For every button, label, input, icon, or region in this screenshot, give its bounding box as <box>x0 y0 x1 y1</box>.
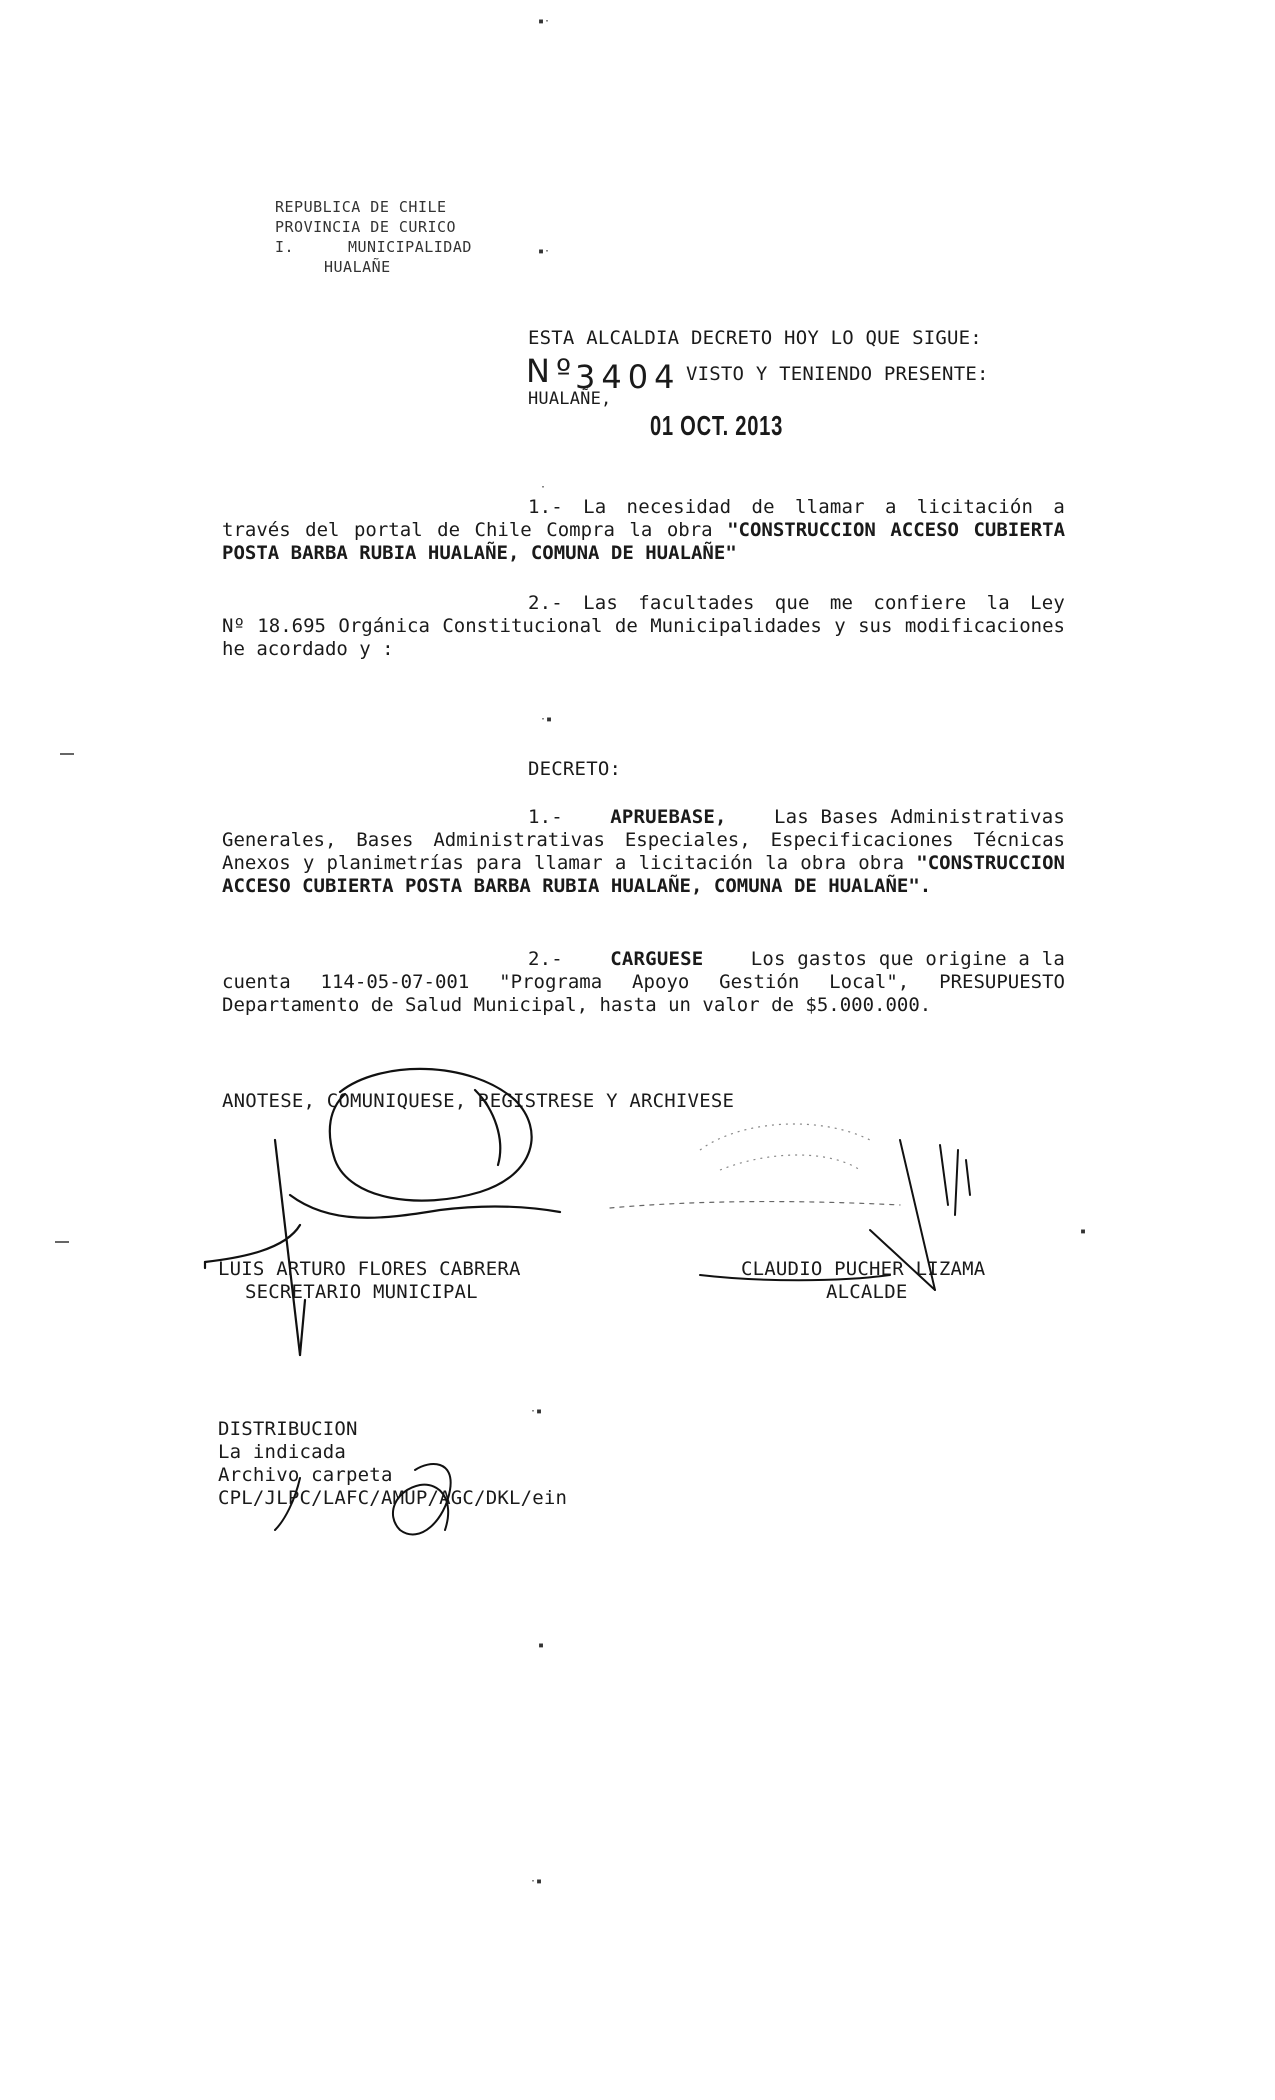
consideration-1-project: "CONSTRUCCION ACCESO CUBIERTA POSTA BARBA RUBIA HUALAÑE, COMUNA DE HUALAÑE" <box>222 519 1066 564</box>
header-province: PROVINCIA DE CURICO <box>275 218 457 236</box>
article-1-number: 1.- <box>528 806 563 828</box>
decreto-label: DECRETO: <box>528 758 622 780</box>
mayor-title: ALCALDE <box>826 1281 908 1303</box>
consideration-2-body: Nº 18.695 Orgánica Constitucional de Municipalidades y sus modificaciones he acordado y : <box>222 615 1065 660</box>
scan-speck: ·▪ <box>540 714 553 725</box>
secretary-name: LUIS ARTURO FLORES CABRERA <box>218 1258 521 1280</box>
consideration-2-first-line: 2.- Las facultades que me confiere la Ley <box>528 592 1065 614</box>
place-line: HUALAÑE, <box>528 389 612 409</box>
article-2-first-line-rest: Los gastos que origine a la <box>750 948 1065 970</box>
header-republic: REPUBLICA DE CHILE <box>275 198 447 216</box>
article-1-text: Generales, Bases Administrativas Especiales, Especificaciones Técnicas Anexos y planimetrías para llamar a licitación la obra obra <box>222 829 1065 874</box>
scan-speck: ▪ <box>538 1640 545 1651</box>
scan-speck: ▪ <box>1080 1226 1087 1237</box>
article-1-keyword: APRUEBASE, <box>610 806 727 828</box>
article-2-number: 2.- <box>528 948 563 970</box>
scan-speck: ·▪ <box>530 1876 543 1887</box>
closing-formula: ANOTESE, COMUNIQUESE, REGISTRESE Y ARCHIVESE <box>222 1090 735 1112</box>
mayor-name: CLAUDIO PUCHER LIZAMA <box>741 1258 986 1280</box>
decree-number-label: Nº <box>526 352 578 390</box>
distribution-initials <box>275 1464 451 1534</box>
mayor-signature <box>610 1140 970 1290</box>
header-commune: HUALAÑE <box>324 258 391 276</box>
distribution-label: DISTRIBUCION <box>218 1418 358 1440</box>
scan-speck: ▪· <box>538 16 551 27</box>
distribution-line-2: Archivo carpeta <box>218 1464 393 1486</box>
scan-speck: ·▪ <box>530 1406 543 1417</box>
scan-speck: · <box>540 482 547 493</box>
distribution-line-1: La indicada <box>218 1441 347 1463</box>
article-2-keyword: CARGUESE <box>610 948 704 970</box>
secretary-signature <box>205 1069 560 1355</box>
article-1-first-line-rest: Las Bases Administrativas <box>774 806 1065 828</box>
header-municipality-prefix: I. <box>275 238 295 256</box>
consideration-1-text: través del portal de Chile Compra la obra <box>222 519 728 541</box>
consideration-1-first-line: 1.- La necesidad de llamar a licitación a <box>528 496 1065 518</box>
article-2-body: cuenta 114-05-07-001 "Programa Apoyo Gestión Local", PRESUPUESTO Departamento de Salud Municipal, hasta un valor de $5.000.000. <box>222 971 1065 1016</box>
decree-number: 3404 <box>575 358 681 396</box>
municipal-stamp <box>700 1124 870 1170</box>
date-stamp: 01 OCT. 2013 <box>650 410 784 441</box>
header-municipality: MUNICIPALIDAD <box>348 238 472 256</box>
decree-intro: ESTA ALCALDIA DECRETO HOY LO QUE SIGUE: <box>528 327 982 349</box>
secretary-title: SECRETARIO MUNICIPAL <box>245 1281 478 1303</box>
article-1-project: "CONSTRUCCION ACCESO CUBIERTA POSTA BARBA RUBIA HUALAÑE, COMUNA DE HUALAÑE". <box>222 852 1065 897</box>
distribution-line-3: CPL/JLPC/LAFC/AMUP/AGC/DKL/ein <box>218 1487 568 1509</box>
visto-line: VISTO Y TENIENDO PRESENTE: <box>686 363 989 385</box>
scan-speck: ▪· <box>538 246 551 257</box>
